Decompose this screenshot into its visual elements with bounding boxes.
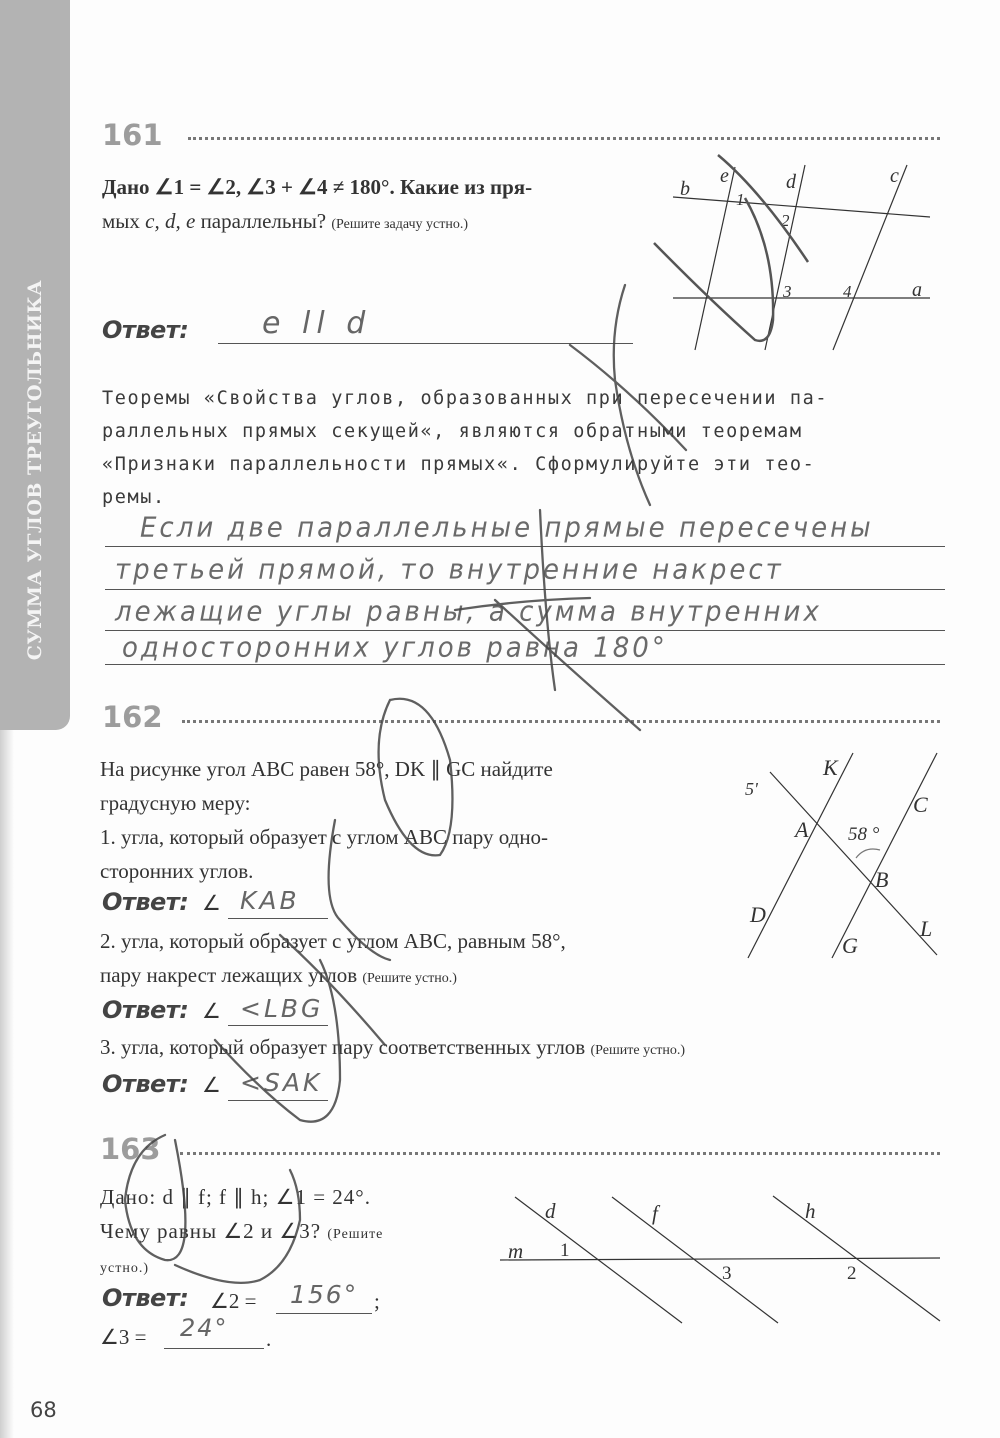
answer-line-angle2 [276,1313,372,1314]
task-divider-163 [180,1152,940,1155]
task161-text: параллельны? [195,209,332,233]
svg-text:b: b [680,178,690,200]
task-number-162: 162 [102,700,163,734]
svg-text:3: 3 [722,1263,732,1284]
page-edge-shadow [0,730,14,1438]
ruled-line [105,630,945,631]
answer-label-163: Ответ: [102,1284,189,1312]
answer-label-162-3: Ответ: [102,1070,189,1098]
angle-symbol: ∠ [202,1073,221,1097]
theorem-prompt [102,382,828,514]
task-divider-162 [182,720,940,723]
answer-line-162-3 [228,1100,328,1101]
task162-q2 [100,924,566,996]
svg-text:c: c [890,165,899,187]
task161-vars: c, d, e [145,209,196,233]
task163-note: устно.) [100,1261,149,1276]
svg-text:m: m [508,1239,524,1263]
task-divider-161 [188,137,940,140]
svg-text:G: G [842,933,858,958]
task-number-163: 163 [100,1132,161,1166]
figure-162-transversal [730,740,960,970]
task163-given-line2: Чему равны ∠2 и ∠3? [100,1219,328,1243]
svg-text:e: e [720,165,729,187]
theorem-line: «Признаки параллельности прямых«. Сформулируйте эти тео- [102,454,816,475]
figure-161-parallel-lines [640,150,960,360]
svg-text:f: f [652,1201,658,1225]
svg-text:D: D [750,902,766,927]
chapter-title: СУММА УГЛОВ ТРЕУГОЛЬНИКА [24,279,46,661]
angle2-value[interactable]: 156° [290,1280,359,1309]
theorem-line: Теоремы «Свойства углов, образованных при пересечении па- [102,388,829,409]
task162-q1-line1: 1. угла, который образует с углом ABC пару одно- [100,825,549,849]
answer-line-162-1 [228,918,328,919]
task163-note: (Решите [327,1227,384,1242]
answer-label-162-2: Ответ: [102,996,189,1024]
task162-q2-line2: пару накрест лежащих углов [100,963,363,987]
svg-text:1: 1 [736,190,745,209]
task162-intro-line2: градусную меру: [100,791,251,815]
ruled-line [105,589,945,590]
theorem-line: раллельных прямых секущей«, являются обратными теоремам [102,421,803,442]
svg-text:K: K [823,755,838,780]
task162-q1-line2: сторонних углов. [100,859,254,883]
handwritten-answer-line[interactable]: односторонних углов равна 180° [122,632,668,664]
svg-text:d: d [545,1199,556,1223]
handwritten-answer-line[interactable]: третьей прямой, то внутренние накрест [115,554,784,586]
task162-q3-note: (Решите устно.) [590,1043,686,1058]
answer-line-162-2 [228,1025,328,1026]
svg-text:h: h [805,1199,816,1223]
task162-intro [100,752,553,888]
svg-text:58 °: 58 ° [848,824,880,845]
answer-line-angle3 [164,1348,264,1349]
chapter-sidebar [0,0,70,730]
task-number-161: 161 [102,118,163,152]
answer-162-2-value[interactable]: <LBG [240,994,324,1023]
task161-given-line1: Дано ∠1 = ∠2, ∠3 + ∠4 ≠ 180°. Какие из пря- [102,175,533,199]
angle-symbol: ∠ [202,891,221,915]
task161-given [102,170,532,242]
task162-q2-line1: 2. угла, который образует с углом ABC, равным 58°, [100,929,566,953]
answer-162-3-value[interactable]: <SAK [240,1068,323,1097]
task162-q2-note: (Решите устно.) [362,971,457,986]
task162-q3 [100,1030,685,1068]
svg-text:2: 2 [781,211,790,230]
svg-text:a: a [912,279,922,301]
svg-text:5': 5' [745,779,758,799]
handwritten-answer-line[interactable]: лежащие углы равны, а сумма внутренних [115,596,822,628]
task161-note: (Решите задачу устно.) [331,217,469,232]
answer-162-1-value[interactable]: KAB [240,886,300,915]
task163-given-line1: Дано: d ∥ f; f ∥ h; ∠1 = 24°. [100,1185,371,1209]
semicolon: ; [374,1289,380,1313]
answer-label-162-1: Ответ: [102,888,189,916]
angle3-label: ∠3 = [100,1325,147,1349]
answer-161-value[interactable]: e ll d [262,306,372,341]
task163-given [100,1180,383,1286]
svg-text:L: L [920,916,933,941]
svg-text:4: 4 [843,282,852,301]
ruled-line [105,664,945,665]
ruled-line [105,546,945,547]
answer-label-161: Ответ: [102,316,189,344]
svg-text:3: 3 [783,282,792,301]
svg-text:B: B [875,867,889,892]
angle2-label: ∠2 = [210,1289,257,1313]
svg-text:d: d [786,171,796,193]
angle3-value[interactable]: 24° [180,1314,229,1342]
task162-q3-line1: 3. угла, который образует пару соответственных углов [100,1035,591,1059]
period: . [266,1327,272,1351]
svg-text:1: 1 [560,1240,570,1261]
page-number: 68 [30,1398,57,1422]
task162-intro-line1: На рисунке угол ABC равен 58°, DK ∥ GC найдите [100,757,553,781]
angle-symbol: ∠ [202,999,221,1023]
theorem-line: ремы. [102,487,166,508]
figure-163-parallel-lines [490,1180,950,1350]
svg-text:2: 2 [847,1263,857,1284]
task161-text: мых [102,209,146,233]
task161-given-line2 [102,204,532,242]
answer-line-161 [218,343,633,344]
svg-text:C: C [913,792,928,817]
handwritten-answer-line[interactable]: Если две параллельные прямые пересечены [140,512,874,544]
svg-text:A: A [795,817,809,842]
